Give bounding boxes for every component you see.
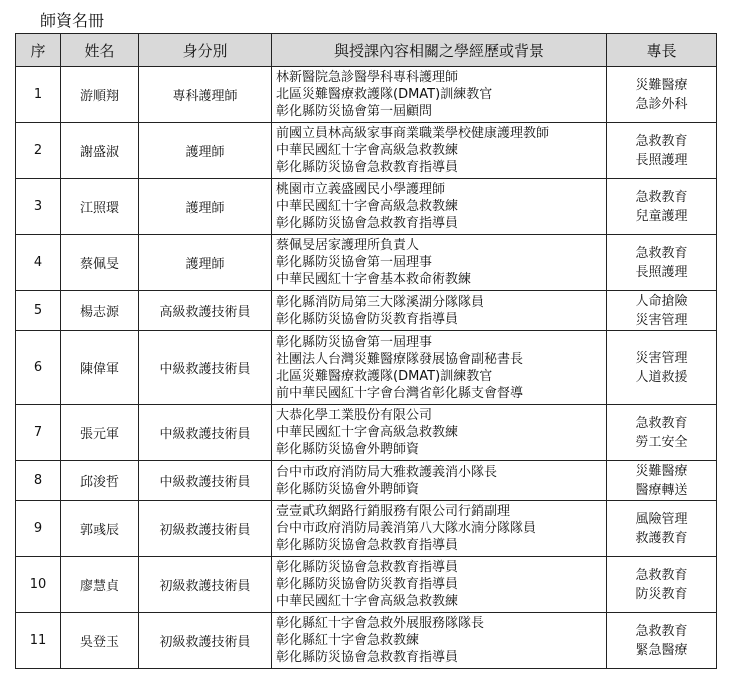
background-line: 彰化縣防災協會第一屆理事 [276,334,433,350]
specialty-line: 急救教育 [635,189,688,205]
row-seq: 9 [16,501,61,557]
specialty-line: 勞工安全 [635,434,688,450]
row-seq: 2 [16,123,61,179]
specialty-line: 防災教育 [635,586,688,602]
table-row [16,67,717,123]
row-background [272,291,607,331]
header-background: 與授課內容相關之學經歷或背景 [272,34,607,67]
row-name: 張元軍 [61,405,139,461]
background-line: 中華民國紅十字會高級急救教練 [276,425,459,440]
row-name: 邱浚哲 [61,461,139,501]
background-line: 北區災難醫療救護隊(DMAT)訓練教官 [276,87,493,102]
background-line: 中華民國紅十字會高級急救教練 [276,143,459,158]
background-line: 彰化縣防災協會外聘師資 [276,481,420,497]
background-line: 彰化縣防災協會急救教育指導員 [276,650,459,665]
background-line: 彰化縣防災協會外聘師資 [276,442,420,457]
row-name: 游順翔 [61,67,139,123]
row-identity: 初級救護技術員 [139,613,272,669]
table-row [16,501,717,557]
background-line: 彰化縣防災協會急救教育指導員 [276,560,459,575]
background-line: 彰化縣紅十字會急救外展服務隊隊長 [276,616,485,631]
background-line: 彰化縣紅十字會急救教練 [276,633,420,648]
background-line: 大恭化學工業股份有限公司 [276,408,433,423]
row-background [272,235,607,291]
header-identity: 身分別 [139,34,272,67]
row-seq: 10 [16,557,61,613]
row-background [272,123,607,179]
row-name: 郭彧辰 [61,501,139,557]
table-row [16,235,717,291]
row-specialty [607,405,717,461]
specialty-line: 醫療轉送 [635,482,688,498]
row-specialty [607,67,717,123]
background-line: 中華民國紅十字會高級急救教練 [276,594,459,609]
background-line: 彰化縣防災協會第一屆顧問 [276,104,433,119]
background-line: 中華民國紅十字會基本救命術教練 [276,272,472,287]
row-identity: 護理師 [139,179,272,235]
specialty-line: 急救教育 [635,133,688,149]
table-row [16,179,717,235]
row-seq: 5 [16,291,61,331]
row-specialty [607,291,717,331]
background-line: 前國立員林高級家事商業職業學校健康護理教師 [276,126,550,141]
specialty-line: 災害管理 [635,312,688,328]
row-specialty [607,613,717,669]
background-line: 彰化縣防災協會急救教育指導員 [276,160,459,175]
row-specialty [607,501,717,557]
row-identity: 初級救護技術員 [139,557,272,613]
specialty-line: 人命搶險 [635,293,688,309]
background-line: 台中市政府消防局大雅救護義消小隊長 [276,464,498,480]
row-specialty [607,331,717,405]
table-row [16,291,717,331]
background-line: 彰化縣防災協會第一屆理事 [276,255,433,270]
row-seq: 1 [16,67,61,123]
specialty-line: 急救教育 [635,415,688,431]
specialty-line: 急診外科 [635,96,688,112]
specialty-line: 風險管理 [635,511,688,527]
row-background [272,405,607,461]
row-identity: 護理師 [139,123,272,179]
roster-body [16,67,717,669]
header-name: 姓名 [61,34,139,67]
specialty-line: 人道救援 [635,369,688,385]
specialty-line: 急救教育 [635,623,688,639]
header-specialty: 專長 [607,34,717,67]
background-line: 彰化縣防災協會急救教育指導員 [276,216,459,231]
row-background [272,67,607,123]
specialty-line: 長照護理 [635,152,688,168]
row-name: 吳登玉 [61,613,139,669]
background-line: 社團法人台灣災難醫療隊發展協會副秘書長 [276,351,524,367]
specialty-line: 災害管理 [635,350,688,366]
row-name: 楊志源 [61,291,139,331]
background-line: 蔡佩旻居家護理所負責人 [276,238,420,253]
specialty-line: 救護教育 [635,530,688,546]
row-seq: 3 [16,179,61,235]
row-identity: 中級救護技術員 [139,405,272,461]
row-specialty [607,557,717,613]
row-name: 廖慧貞 [61,557,139,613]
background-line: 林新醫院急診醫學科專科護理師 [276,70,459,85]
table-row [16,123,717,179]
row-name: 謝盛淑 [61,123,139,179]
row-identity: 中級救護技術員 [139,331,272,405]
specialty-line: 長照護理 [635,264,688,280]
row-background [272,179,607,235]
background-line: 彰化縣防災協會急救教育指導員 [276,538,459,553]
background-line: 前中華民國紅十字會台灣省彰化縣支會督導 [276,385,524,401]
row-background [272,557,607,613]
row-seq: 6 [16,331,61,405]
background-line: 彰化縣防災協會防災教育指導員 [276,311,459,327]
row-seq: 7 [16,405,61,461]
row-identity: 專科護理師 [139,67,272,123]
background-line: 北區災難醫療救護隊(DMAT)訓練教官 [276,368,493,384]
row-name: 江照環 [61,179,139,235]
header-seq: 序 [16,34,61,67]
background-line: 彰化縣防災協會防災教育指導員 [276,577,459,592]
document-title: 師資名冊 [40,11,105,30]
specialty-line: 兒童護理 [635,208,688,224]
background-line: 壹壹貳玖網路行銷服務有限公司行銷副理 [276,504,511,519]
header-row [16,34,717,67]
row-background [272,613,607,669]
row-background [272,461,607,501]
table-row [16,613,717,669]
row-seq: 4 [16,235,61,291]
specialty-line: 災難醫療 [635,463,688,479]
row-name: 陳偉軍 [61,331,139,405]
specialty-line: 急救教育 [635,245,688,261]
table-row [16,557,717,613]
row-specialty [607,235,717,291]
row-identity: 高級救護技術員 [139,291,272,331]
row-identity: 初級救護技術員 [139,501,272,557]
row-identity: 護理師 [139,235,272,291]
specialty-line: 災難醫療 [635,77,688,93]
table-row [16,331,717,405]
specialty-line: 急救教育 [635,567,688,583]
row-seq: 11 [16,613,61,669]
row-specialty [607,123,717,179]
background-line: 中華民國紅十字會高級急救教練 [276,199,459,214]
row-identity: 中級救護技術員 [139,461,272,501]
row-background [272,501,607,557]
instructor-roster-table [15,33,717,669]
row-background [272,331,607,405]
background-line: 桃園市立義盛國民小學護理師 [276,182,446,197]
row-name: 蔡佩旻 [61,235,139,291]
table-row [16,461,717,501]
row-specialty [607,461,717,501]
table-row [16,405,717,461]
row-seq: 8 [16,461,61,501]
background-line: 彰化縣消防局第三大隊溪湖分隊隊員 [276,294,485,310]
specialty-line: 緊急醫療 [635,642,688,658]
background-line: 台中市政府消防局義消第八大隊水湳分隊隊員 [276,521,537,536]
row-specialty [607,179,717,235]
